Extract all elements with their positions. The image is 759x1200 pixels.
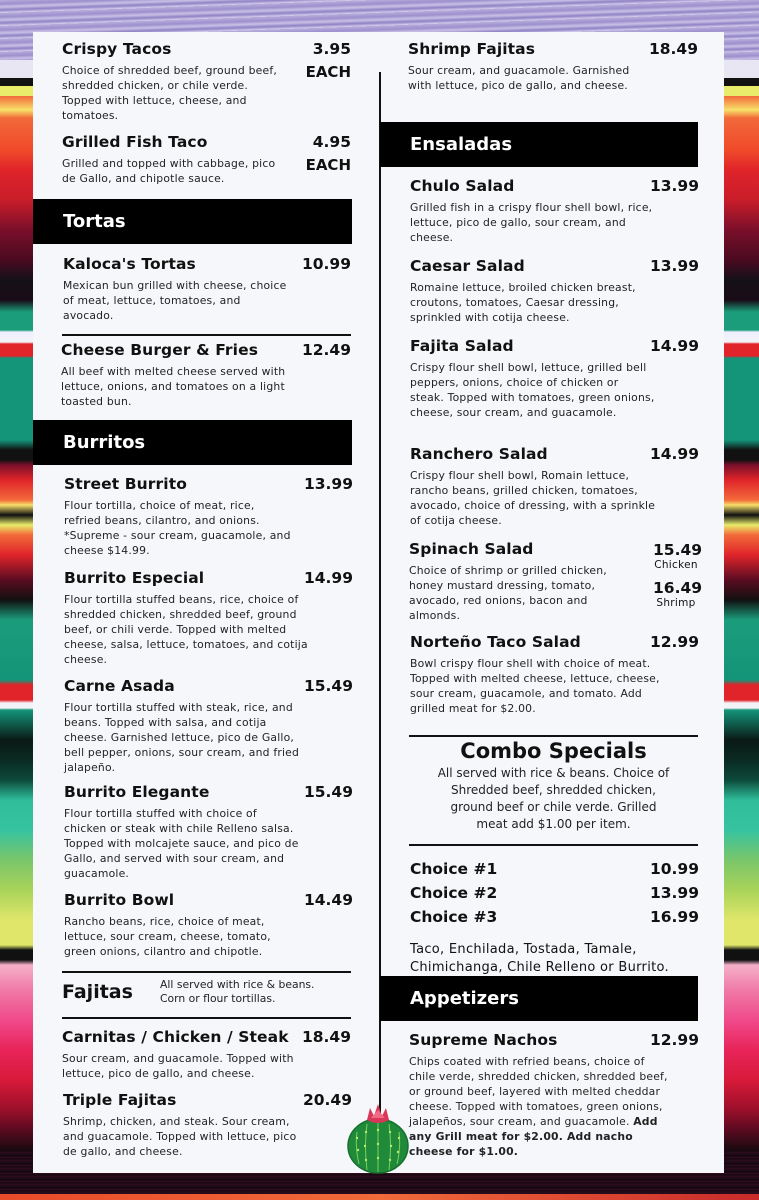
item-price: 14.99 [649,445,699,463]
item-price: 10.99 [301,255,351,273]
menu-item-crispy-tacos [62,40,351,123]
item-price: 13.99 [303,475,353,493]
price-shrimp [653,579,703,609]
menu-item-grilled-fish-taco [62,133,351,186]
menu-item-supreme-nachos [409,1031,699,1159]
background-serape-right [722,60,759,1150]
item-price: 18.49 [648,40,698,58]
item-description: Flour tortilla stuffed beans, rice, choice of shredded chicken, shredded beef, ground beef, or chili verde. Topped with melted cheese, salsa, lettuce, tomatoes, and cotija cheese. [64,593,308,666]
item-price: 12.49 [301,341,351,359]
section-header-appetizers [380,976,698,1021]
section-separator [409,735,698,737]
section-title: Ensaladas [410,134,513,155]
item-price: 3.95 [312,40,351,58]
price-unit: EACH [305,156,351,174]
menu-item-burrito-especial [64,569,353,667]
item-price: 14.99 [649,337,699,355]
combo-specials-section [409,739,698,833]
section-separator [62,971,351,973]
item-name: Burrito Elegante [64,783,210,801]
section-header-tortas [33,199,352,244]
item-description: Choice of shrimp or grilled chicken, honey mustard dressing, tomato, avocado, red onions, bacon and almonds. [409,564,607,622]
item-description: Rancho beans, rice, choice of meat, lettuce, sour cream, cheese, tomato, green onions, cilantro and chipotle. [64,915,271,958]
item-name: Carnitas / Chicken / Steak [62,1028,289,1046]
item-name: Caesar Salad [410,257,525,275]
section-header-ensaladas [380,122,698,167]
item-description: Bowl crispy flour shell with choice of meat. Topped with melted cheese, lettuce, cheese, sour cream, guacamole, and tomato. Add grilled meat for $2.00. [410,657,660,715]
item-name: Burrito Especial [64,569,205,587]
item-name: Ranchero Salad [410,445,548,463]
item-description: Flour tortilla stuffed with steak, rice, and beans. Topped with salsa, and cotija cheese. Garnished lettuce, pico de Gallo, bell pepper, onions, sour cream, and fried jalapeño. [64,701,300,774]
combo-choices [410,860,699,977]
item-name: Norteño Taco Salad [410,633,581,651]
item-price: 15.49 [303,677,353,695]
item-separator [62,334,351,336]
item-price: 14.49 [303,891,353,909]
price-label: Chicken [654,559,698,571]
item-name: Burrito Bowl [64,891,175,909]
item-price: 20.49 [302,1091,352,1109]
item-description: Sour cream, and guacamole. Garnished with lettuce, pico de gallo, and cheese. [408,64,630,92]
item-name: Street Burrito [64,475,187,493]
item-description: Grilled fish in a crispy flour shell bowl, rice, lettuce, pico de gallo, sour cream, and cheese. [410,201,653,244]
menu-item-norteno-taco-salad [410,633,699,716]
item-price: 4.95 [312,133,351,151]
section-header-fajitas [62,978,351,1006]
item-description: Flour tortilla stuffed with choice of chicken or steak with chile Relleno salsa. Topped with molcajete sauce, and pico de Gallo, and served with sour cream, and guacamole. [64,807,299,880]
item-name: Chulo Salad [410,177,515,195]
section-separator [62,1017,351,1019]
item-name: Carne Asada [64,677,175,695]
menu-item-caesar-salad [410,257,699,325]
choice-price: 10.99 [649,860,699,878]
menu-item-burrito-elegante [64,783,353,881]
choice-name: Choice #3 [410,908,498,926]
menu-item-carnitas-chicken-steak [62,1028,351,1081]
item-extra-note: Add any Grill meat for $2.00. Add nacho cheese for $1.00. [409,1115,658,1158]
item-description: Grilled and topped with cabbage, pico de Gallo, and chipotle sauce. [62,157,276,185]
item-price: 13.99 [649,257,699,275]
menu-item-kalocas-tortas [63,255,351,323]
item-price: 18.49 [301,1028,351,1046]
menu-item-street-burrito [64,475,353,558]
item-name: Fajita Salad [410,337,514,355]
choice-price: 16.99 [649,908,699,926]
item-name: Triple Fajitas [63,1091,177,1109]
item-name: Shrimp Fajitas [408,40,536,58]
menu-item-shrimp-fajitas [408,40,698,93]
item-price: 15.49 [303,783,353,801]
combo-choice-3 [410,908,699,932]
item-name: Crispy Tacos [62,40,172,58]
section-header-burritos [33,420,352,465]
combo-choice-2 [410,884,699,908]
menu-card [33,32,724,1173]
price-chicken [653,541,703,571]
item-description: Crispy flour shell bowl, lettuce, grilled bell peppers, onions, choice of chicken or steak. Topped with tomatoes, green onions, cheese, sour cream, and guacamole. [410,361,655,419]
section-title: Combo Specials [460,739,647,763]
section-note: All served with rice & beans. Choice of Shredded beef, shredded chicken, ground beef or chile verde. Grilled meat add $1.00 per item. [437,766,670,831]
item-description: Shrimp, chicken, and steak. Sour cream, and guacamole. Topped with lettuce, pico de gallo, and cheese. [63,1115,297,1158]
item-name: Kaloca's Tortas [63,255,196,273]
section-title: Fajitas [62,981,133,1003]
combo-options: Taco, Enchilada, Tostada, Tamale, Chimichanga, Chile Relleno or Burrito. [410,942,669,975]
item-price: 13.99 [649,177,699,195]
item-description: Flour tortilla, choice of meat, rice, refried beans, cilantro, and onions. *Supreme - sour cream, guacamole, and cheese $14.99. [64,499,291,557]
price-unit: EACH [305,63,351,81]
combo-choice-1 [410,860,699,884]
item-description: All beef with melted cheese served with lettuce, onions, and tomatoes on a light toasted bun. [61,365,286,408]
item-price: 12.99 [649,633,699,651]
section-title: Burritos [63,432,146,453]
item-name: Cheese Burger & Fries [61,341,259,359]
item-description: Crispy flour shell bowl, Romain lettuce, rancho beans, grilled chicken, tomatoes, avocado, choice of dressing, with a sprinkle of cotija cheese. [410,469,656,527]
item-description: Chips coated with refried beans, choice of chile verde, shredded chicken, shredded beef, or ground beef, layered with melted cheddar cheese. Topped with tomatoes, green onions, jalapeños, sour cream, and guacamole. [409,1055,668,1128]
item-price: 16.49 [653,579,703,597]
item-description: Mexican bun grilled with cheese, choice of meat, lettuce, tomatoes, and avocado. [63,279,287,322]
item-price: 12.99 [649,1031,699,1049]
item-name: Grilled Fish Taco [62,133,208,151]
background-serape-left [0,60,36,1150]
menu-item-ranchero-salad [410,445,699,528]
item-name: Supreme Nachos [409,1031,558,1049]
price-label: Shrimp [656,597,696,609]
item-description: Sour cream, and guacamole. Topped with lettuce, pico de gallo, and cheese. [62,1052,294,1080]
item-description: Choice of shredded beef, ground beef, shredded chicken, or chile verde. Topped with lettuce, cheese, and tomatoes. [62,64,277,122]
section-title: Tortas [63,211,126,232]
section-separator [409,844,698,846]
menu-item-cheese-burger [61,341,351,409]
menu-item-spinach-salad [409,539,703,629]
choice-name: Choice #2 [410,884,498,902]
item-price: 14.99 [303,569,353,587]
cactus-icon [345,1102,411,1174]
item-name: Spinach Salad [409,540,534,558]
choice-name: Choice #1 [410,860,498,878]
menu-item-carne-asada [64,677,353,775]
choice-price: 13.99 [649,884,699,902]
menu-item-fajita-salad [410,337,699,420]
menu-item-burrito-bowl [64,891,353,959]
section-title: Appetizers [410,988,519,1009]
item-price: 15.49 [653,541,703,559]
item-description: Romaine lettuce, broiled chicken breast, croutons, tomatoes, Caesar dressing, sprinkled with cotija cheese. [410,281,636,324]
section-note: All served with rice & beans. Corn or flour tortillas. [160,978,315,1005]
menu-item-chulo-salad [410,177,699,245]
menu-item-triple-fajitas [63,1091,352,1159]
